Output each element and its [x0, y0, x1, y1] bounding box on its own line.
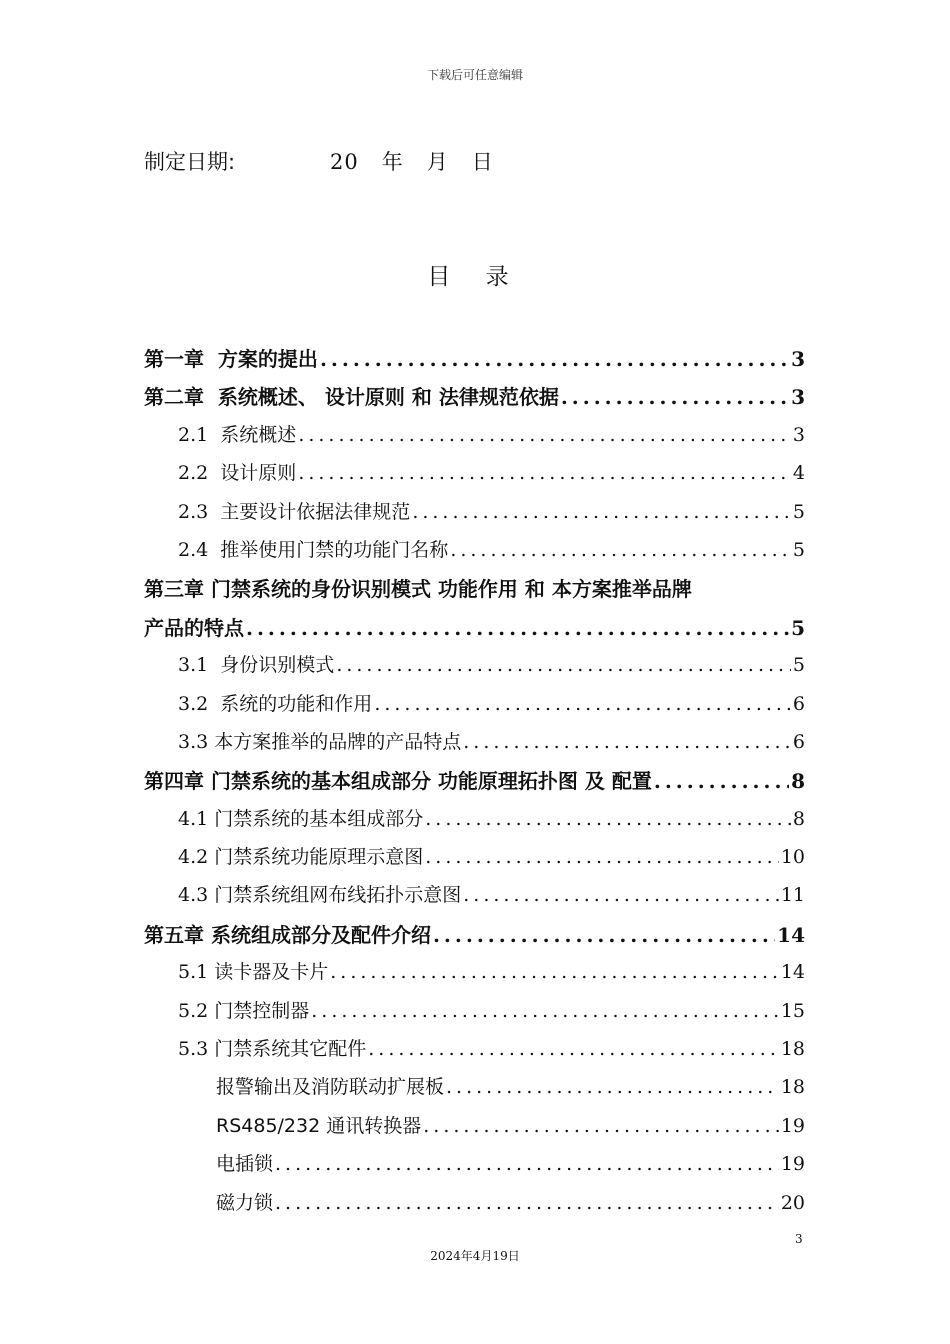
toc-entry-title: [216, 1188, 273, 1215]
toc-entry[interactable]: [144, 842, 805, 880]
toc-entry-title: [144, 381, 559, 410]
toc-entry-number: 5.3: [178, 1038, 209, 1061]
toc-entry-page: 5: [792, 500, 805, 523]
toc-entry[interactable]: [144, 689, 805, 727]
toc-entry-title: [216, 1111, 421, 1138]
toc-title: 目 录: [427, 264, 523, 290]
toc-leader-dots: [425, 846, 779, 868]
toc-entry-number: 第三章: [144, 577, 204, 602]
toc-entry-page: 4: [792, 462, 805, 485]
toc-entry-number: 3.2: [178, 692, 209, 715]
toc-entry-number: 2.3: [178, 500, 209, 523]
toc-entry-number: 3.3: [178, 730, 209, 753]
toc-entry-page: 10: [780, 846, 805, 869]
toc-entry-page: 6: [792, 692, 805, 715]
toc-entry[interactable]: [144, 612, 805, 650]
toc-entry-text: 门禁系统组网布线拓扑示意图: [208, 884, 462, 907]
toc-entry-title: [216, 1072, 444, 1099]
toc-entry[interactable]: [144, 804, 805, 842]
toc-entry-title: [178, 727, 461, 754]
table-of-contents: [144, 343, 805, 1226]
toc-entry-title: [178, 957, 328, 984]
toc-entry-text: 读卡器及卡片: [208, 961, 329, 984]
toc-entry-page: 18: [780, 1038, 805, 1061]
toc-entry-text: 本方案推举的品牌的产品特点: [208, 730, 462, 753]
toc-entry-title: [178, 804, 423, 831]
toc-entry-page: 8: [791, 769, 805, 794]
toc-entry-title: [144, 919, 431, 948]
toc-leader-dots: [425, 808, 791, 830]
toc-entry[interactable]: [144, 381, 805, 419]
toc-leader-dots: [330, 961, 779, 983]
toc-leader-dots: [412, 501, 791, 523]
toc-entry-number: 4.1: [178, 807, 209, 830]
toc-entry-title: [178, 689, 372, 716]
toc-entry-text: 产品的特点: [144, 615, 244, 640]
toc-entry[interactable]: [144, 1034, 805, 1072]
page-header: 下载后可任意编辑: [426, 68, 523, 82]
toc-entry-title: [178, 996, 309, 1023]
toc-leader-dots: [275, 1153, 779, 1175]
toc-entry[interactable]: [144, 535, 805, 573]
toc-entry-text: 门禁系统功能原理示意图: [208, 846, 424, 869]
toc-entry-title: [144, 765, 652, 794]
toc-entry-text: 报警输出及消防联动扩展板: [216, 1076, 445, 1099]
toc-entry[interactable]: [144, 765, 805, 803]
toc-entry-title: [144, 573, 692, 602]
toc-leader-dots: [463, 884, 779, 906]
toc-entry-text: 系统的功能和作用: [208, 692, 373, 715]
toc-entry[interactable]: [144, 458, 805, 496]
toc-leader-dots: [463, 731, 791, 753]
toc-entry[interactable]: [144, 996, 805, 1034]
toc-entry-text: 系统概述: [208, 423, 297, 446]
toc-entry-text: RS485/232 通讯转换器: [216, 1114, 422, 1137]
toc-entry-number: 第五章: [144, 922, 204, 947]
toc-entry-text: 设计原则: [208, 462, 297, 485]
toc-entry-number: 第二章: [144, 385, 204, 410]
toc-entry[interactable]: [144, 1072, 805, 1110]
toc-entry[interactable]: [144, 957, 805, 995]
toc-entry-text: 门禁系统其它配件: [208, 1038, 367, 1061]
toc-entry-text: 门禁系统的基本组成部分 功能原理拓扑图 及 配置: [204, 769, 652, 794]
toc-entry-number: 第一章: [144, 347, 204, 371]
footer-date: 2024年4月19日: [430, 1249, 520, 1263]
toc-entry-page: 19: [780, 1114, 805, 1137]
footer-page-number: 3: [795, 1232, 803, 1246]
toc-entry-title: [144, 343, 318, 372]
toc-entry[interactable]: [144, 919, 805, 957]
toc-leader-dots: [423, 1115, 779, 1137]
date-line: [144, 146, 494, 176]
toc-entry[interactable]: [144, 650, 805, 688]
toc-leader-dots: [246, 616, 789, 640]
toc-entry[interactable]: [144, 1111, 805, 1149]
toc-leader-dots: [368, 1038, 779, 1060]
toc-entry-page: 5: [792, 654, 805, 677]
toc-entry-page: 6: [792, 730, 805, 753]
toc-leader-dots: [298, 462, 791, 484]
toc-entry[interactable]: [144, 1188, 805, 1226]
date-value: 20 年 月 日: [330, 150, 494, 174]
toc-entry-number: 2.4: [178, 538, 209, 561]
toc-entry-page: 3: [791, 385, 805, 410]
toc-entry-text: 方案的提出: [204, 347, 318, 371]
toc-entry-title: [178, 535, 448, 562]
toc-entry-text: 主要设计依据法律规范: [208, 500, 411, 523]
toc-entry[interactable]: [144, 420, 805, 458]
toc-entry-number: 第四章: [144, 769, 204, 794]
toc-entry-title: [178, 842, 423, 869]
toc-entry[interactable]: [144, 880, 805, 918]
toc-entry-number: 5.2: [178, 999, 209, 1022]
toc-entry-title: [178, 1034, 366, 1061]
toc-entry-text: 系统概述、 设计原则 和 法律规范依据: [204, 385, 559, 410]
toc-leader-dots: [450, 539, 791, 561]
toc-entry-page: 3: [791, 347, 805, 371]
toc-leader-dots: [311, 1000, 779, 1022]
toc-entry-number: 2.2: [178, 462, 209, 485]
toc-entry-page: 11: [780, 884, 805, 907]
toc-entry-number: 4.3: [178, 884, 209, 907]
toc-leader-dots: [320, 347, 789, 371]
toc-entry[interactable]: [144, 497, 805, 535]
toc-entry-page: 14: [780, 961, 805, 984]
toc-entry-title: [178, 650, 334, 677]
toc-entry-text: 电插锁: [216, 1153, 274, 1176]
toc-entry-page: 18: [780, 1076, 805, 1099]
toc-entry-title: [178, 880, 461, 907]
toc-entry[interactable]: [144, 1149, 805, 1187]
toc-entry-title: [178, 497, 410, 524]
toc-entry[interactable]: [144, 727, 805, 765]
toc-leader-dots: [275, 1192, 779, 1214]
toc-entry-number: 5.1: [178, 961, 209, 984]
toc-entry-title: [178, 420, 296, 447]
toc-entry-text: 磁力锁: [216, 1191, 274, 1214]
toc-entry-text: 门禁系统的基本组成部分: [208, 807, 424, 830]
toc-leader-dots: [374, 693, 791, 715]
toc-entry-page: 15: [780, 999, 805, 1022]
toc-leader-dots: [336, 654, 791, 676]
toc-entry-text: 推举使用门禁的功能门名称: [208, 538, 449, 561]
toc-leader-dots: [561, 385, 789, 409]
toc-entry-page: 5: [792, 538, 805, 561]
toc-entry-text: 门禁控制器: [208, 999, 310, 1022]
toc-entry-text: 门禁系统的身份识别模式 功能作用 和 本方案推举品牌: [204, 577, 692, 602]
toc-entry-title: [144, 612, 244, 641]
date-label: 制定日期:: [144, 150, 236, 174]
toc-entry-page: 5: [791, 615, 805, 640]
toc-leader-dots: [433, 923, 775, 947]
toc-leader-dots: [298, 424, 791, 446]
toc-entry-number: 3.1: [178, 654, 209, 677]
toc-leader-dots: [446, 1076, 779, 1098]
toc-entry-text: 系统组成部分及配件介绍: [204, 922, 431, 947]
toc-entry-page: 20: [780, 1191, 805, 1214]
toc-entry-number: 4.2: [178, 846, 209, 869]
toc-entry-page: 8: [792, 807, 805, 830]
toc-entry[interactable]: [144, 573, 805, 611]
toc-entry-number: 2.1: [178, 423, 209, 446]
toc-entry-page: 3: [792, 423, 805, 446]
toc-entry-text: 身份识别模式: [208, 654, 335, 677]
toc-leader-dots: [654, 769, 789, 793]
toc-entry-page: 14: [777, 922, 805, 947]
toc-entry-page: 19: [780, 1153, 805, 1176]
toc-entry[interactable]: [144, 343, 805, 381]
toc-entry-title: [216, 1149, 273, 1176]
toc-entry-title: [178, 458, 296, 485]
